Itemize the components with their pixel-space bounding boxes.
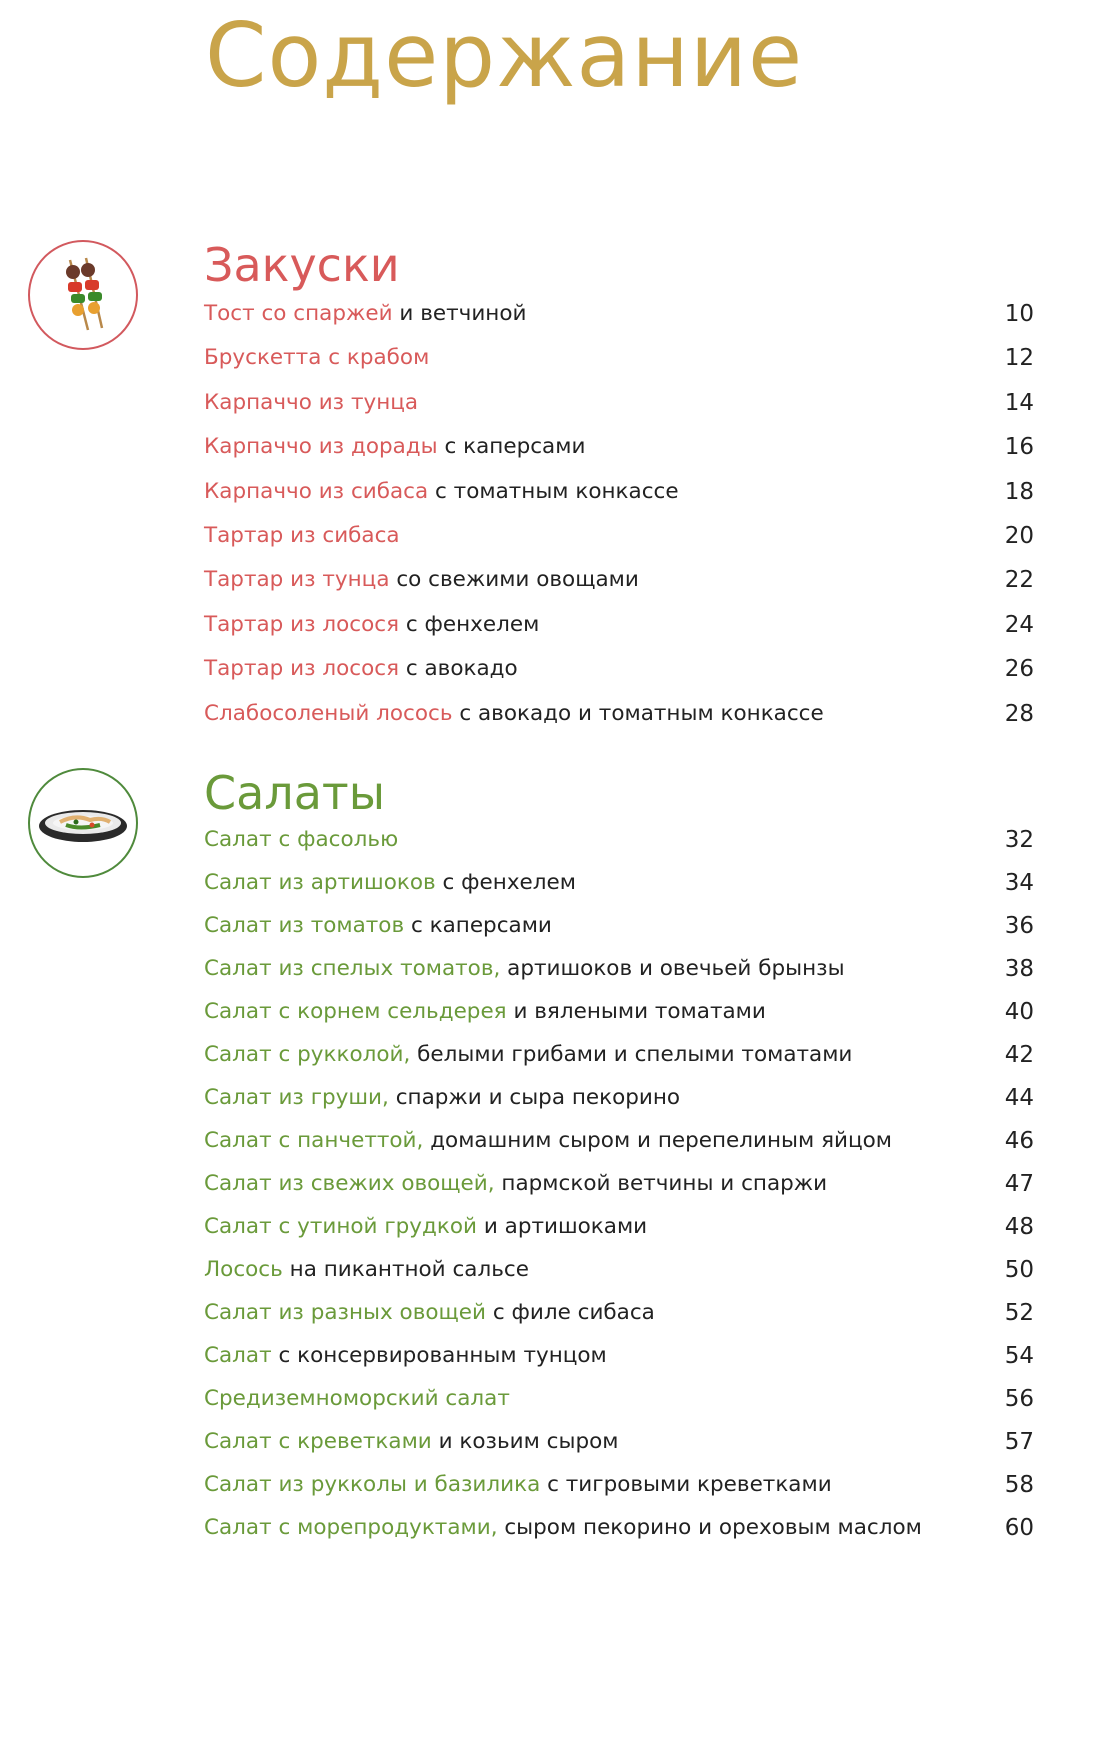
toc-entry-page-number: 12 (1004, 345, 1034, 372)
toc-entry-page-number: 10 (1004, 301, 1034, 327)
toc-entry[interactable] (204, 863, 1034, 903)
toc-entry-title-colored: Карпаччо из дорады (204, 434, 438, 460)
toc-entry[interactable] (204, 649, 1034, 689)
toc-entry-page-number: 56 (1004, 1386, 1034, 1412)
toc-entry[interactable] (204, 1422, 1034, 1462)
toc-entry[interactable] (204, 1035, 1034, 1075)
toc-entry[interactable] (204, 1293, 1034, 1333)
toc-entry-title-rest: с авокадо (399, 656, 518, 682)
toc-entry-title-rest: белыми грибами и спелыми томатами (410, 1042, 853, 1067)
section-heading-salads: Салаты (204, 766, 386, 820)
toc-entry-title-rest: с тигровыми креветками (540, 1472, 832, 1497)
toc-entry-page-number: 52 (1004, 1300, 1034, 1326)
toc-entry-title-rest: с каперсами (437, 434, 586, 460)
toc-entry-title-rest: с консервированным тунцом (271, 1343, 607, 1368)
toc-entry-title-rest: с авокадо и томатным конкассе (452, 700, 824, 726)
toc-entry-title-rest: спаржи и сыра пекорино (388, 1085, 681, 1110)
toc-entry-page-number: 18 (1004, 478, 1034, 505)
toc-entry[interactable] (204, 694, 1034, 734)
toc-entry-page-number: 42 (1004, 1042, 1034, 1068)
toc-entry-title-colored: Салат с морепродуктами, (204, 1515, 498, 1540)
toc-entry-title-colored: Лосось (204, 1257, 283, 1282)
toc-entry-page-number: 50 (1004, 1257, 1034, 1283)
toc-entry-title-rest: со свежими овощами (389, 567, 639, 593)
toc-entry-title-colored: Салат с фасолью (204, 827, 399, 852)
toc-entry-title-colored: Брускетта с крабом (204, 345, 430, 371)
toc-entry[interactable] (204, 294, 1034, 334)
toc-entry-title-rest: пармской ветчины и спаржи (494, 1171, 828, 1196)
toc-entry-title-colored: Тартар из сибаса (204, 523, 400, 548)
toc-entry-page-number: 48 (1004, 1214, 1034, 1240)
toc-entry-title-colored: Тартар из тунца (204, 567, 390, 593)
toc-entry[interactable] (204, 1121, 1034, 1161)
toc-entry-title-colored: Тартар из лосося (204, 611, 400, 637)
toc-entry[interactable] (204, 383, 1034, 423)
toc-entry-page-number: 14 (1004, 389, 1034, 416)
toc-entry[interactable] (204, 338, 1034, 378)
toc-entry-title-rest: и ветчиной (392, 301, 527, 326)
toc-entry[interactable] (204, 992, 1034, 1032)
toc-entry-title-colored: Карпаччо из тунца (204, 389, 419, 415)
toc-entry[interactable] (204, 820, 1034, 860)
toc-entry-page-number: 32 (1004, 827, 1034, 853)
toc-entry[interactable] (204, 516, 1034, 556)
toc-entry-page-number: 60 (1004, 1515, 1034, 1541)
toc-entry-title-colored: Салат из груши, (204, 1085, 389, 1110)
toc-entry-title-rest: с фенхелем (435, 870, 576, 895)
toc-entry-title-colored: Салат из рукколы и базилика (204, 1472, 541, 1497)
toc-entry[interactable] (204, 1465, 1034, 1505)
toc-entry-title-rest: с томатным конкассе (428, 478, 679, 504)
toc-entry-page-number: 40 (1004, 999, 1034, 1025)
toc-entry-title-rest: с филе сибаса (485, 1300, 655, 1325)
toc-entry-title-colored: Салат с рукколой, (204, 1042, 411, 1067)
toc-entry[interactable] (204, 1078, 1034, 1118)
toc-entry-page-number: 26 (1004, 656, 1034, 683)
toc-entry[interactable] (204, 472, 1034, 512)
toc-entry-title-rest: с каперсами (404, 913, 552, 938)
toc-entry-page-number: 57 (1004, 1429, 1034, 1455)
toc-entry-title-colored: Салат из спелых томатов, (204, 956, 501, 981)
toc-entry[interactable] (204, 605, 1034, 645)
toc-entry[interactable] (204, 906, 1034, 946)
toc-entry-title-colored: Салат (204, 1343, 272, 1368)
section-heading-appetizers: Закуски (204, 238, 400, 292)
page-title: Содержание (205, 4, 804, 107)
toc-entry[interactable] (204, 1207, 1034, 1247)
toc-entry-page-number: 36 (1004, 913, 1034, 939)
toc-entry-page-number: 34 (1004, 870, 1034, 896)
toc-entry-title-colored: Салат с панчеттой, (204, 1128, 424, 1153)
toc-entry-title-rest: артишоков и овечьей брынзы (500, 956, 845, 981)
toc-entry-title-colored: Салат с креветками (204, 1429, 432, 1454)
toc-entry-title-rest: на пикантной сальсе (282, 1257, 529, 1282)
toc-entry-page-number: 28 (1004, 700, 1034, 727)
toc-entry[interactable] (204, 1379, 1034, 1419)
toc-entry-title-colored: Салат с корнем сельдерея (204, 999, 507, 1024)
toc-entry-page-number: 54 (1004, 1343, 1034, 1369)
toc-entry-title-rest: с фенхелем (399, 611, 540, 637)
toc-entry-title-rest: сыром пекорино и ореховым маслом (497, 1515, 922, 1540)
toc-entry[interactable] (204, 427, 1034, 467)
toc-entry-title-colored: Салат из свежих овощей, (204, 1171, 495, 1196)
toc-entry[interactable] (204, 949, 1034, 989)
toc-entry-title-rest: и козьим сыром (431, 1429, 619, 1454)
toc-entry-title-colored: Салат из томатов (204, 913, 405, 938)
toc-entry[interactable] (204, 560, 1034, 600)
toc-entry[interactable] (204, 1508, 1034, 1548)
toc-entry-title-colored: Салат из артишоков (204, 870, 436, 895)
toc-entry-page-number: 58 (1004, 1472, 1034, 1498)
toc-entry-page-number: 47 (1004, 1171, 1034, 1197)
toc-entry-title-colored: Тост со спаржей (204, 301, 393, 326)
toc-entry-page-number: 24 (1004, 611, 1034, 638)
toc-entry[interactable] (204, 1336, 1034, 1376)
toc-entry-page-number: 22 (1004, 567, 1034, 594)
salad-plate-icon (28, 768, 138, 878)
toc-entry-title-rest: и вялеными томатами (506, 999, 766, 1024)
toc-entry-title-rest: и артишоками (477, 1214, 648, 1239)
toc-entry-title-rest: домашним сыром и перепелиным яйцом (423, 1128, 892, 1153)
toc-entry-page-number: 44 (1004, 1085, 1034, 1111)
toc-entry-page-number: 38 (1004, 956, 1034, 982)
toc-entry-page-number: 16 (1004, 434, 1034, 461)
toc-entry[interactable] (204, 1164, 1034, 1204)
toc-entry-title-colored: Тартар из лосося (204, 656, 400, 682)
toc-entry-title-colored: Карпаччо из сибаса (204, 478, 429, 504)
toc-entry-title-colored: Средиземноморский салат (204, 1386, 510, 1411)
toc-entry-title-colored: Слабосоленый лосось (204, 700, 453, 726)
toc-entry-page-number: 20 (1004, 523, 1034, 549)
skewer-icon (28, 240, 138, 350)
toc-entry[interactable] (204, 1250, 1034, 1290)
toc-entry-title-colored: Салат с утиной грудкой (204, 1214, 478, 1239)
toc-entry-page-number: 46 (1004, 1128, 1034, 1154)
toc-entry-title-colored: Салат из разных овощей (204, 1300, 486, 1325)
